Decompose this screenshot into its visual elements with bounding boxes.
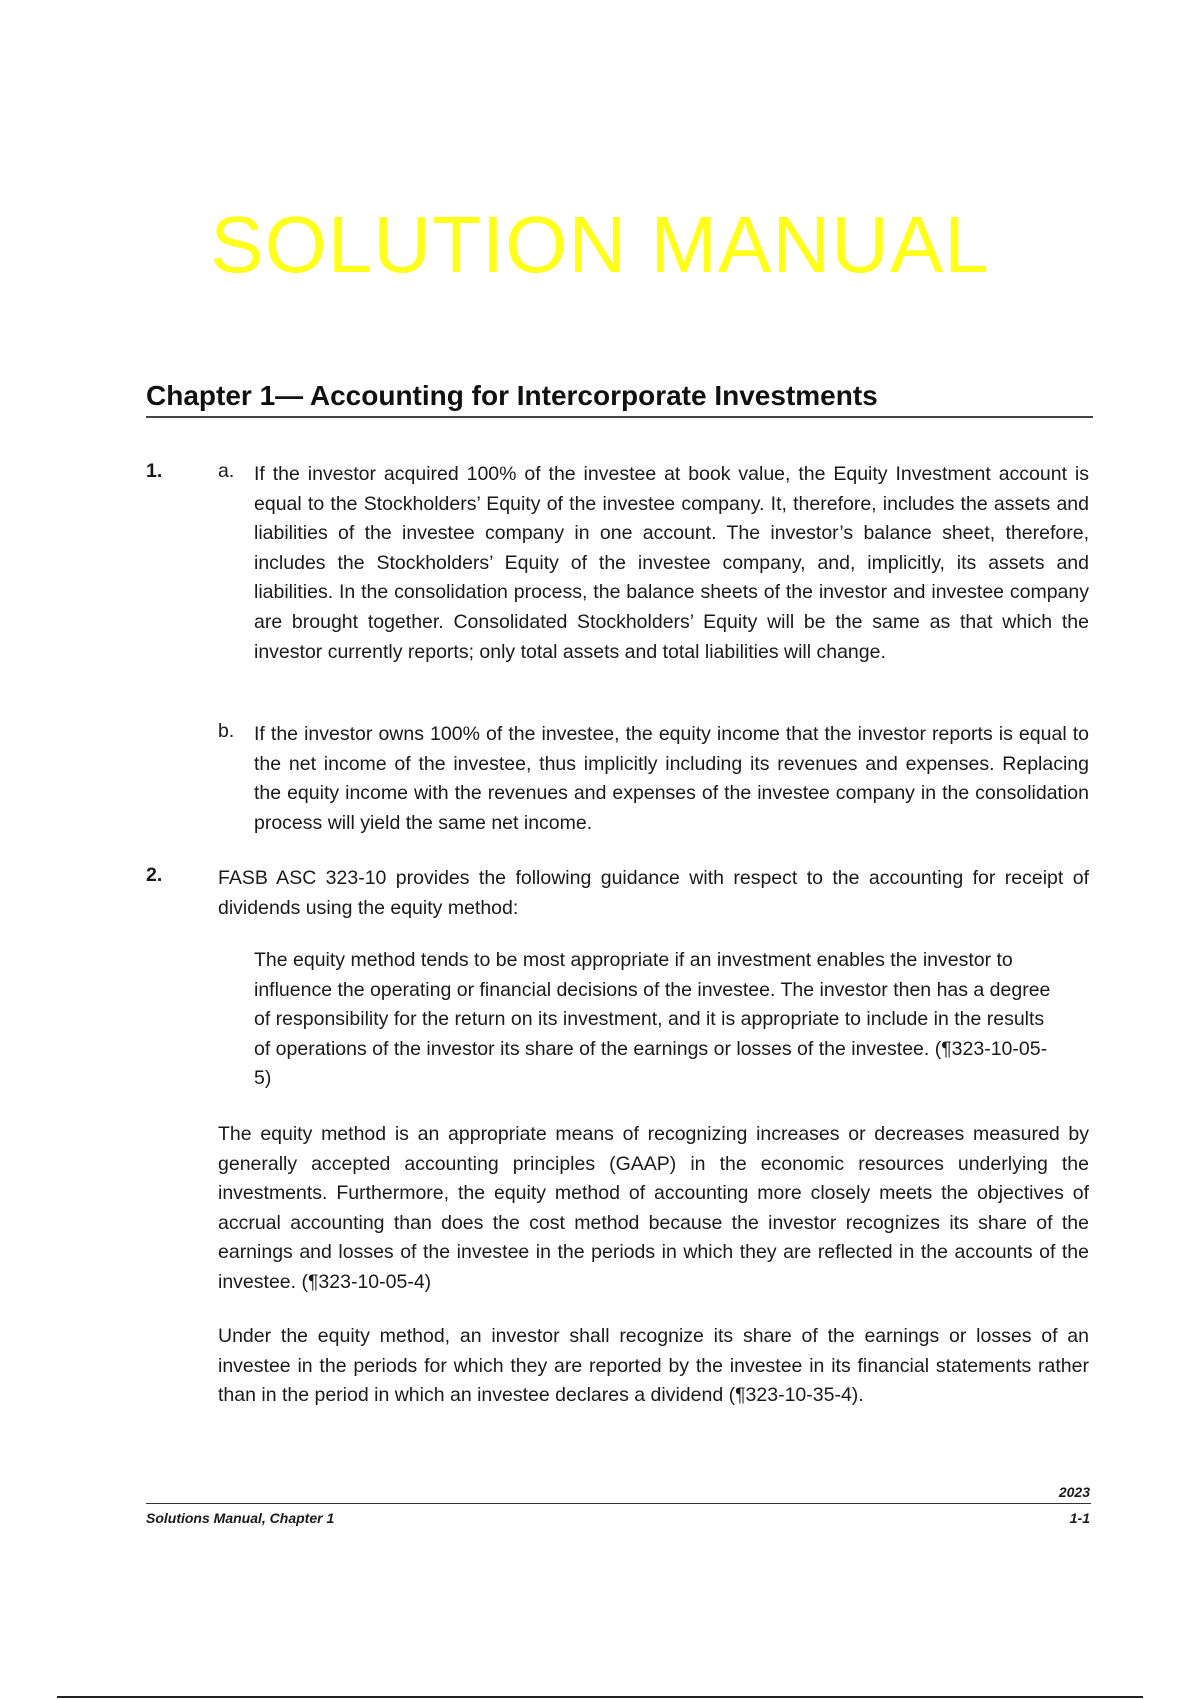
page-bottom-divider (57, 1696, 1143, 1698)
footer-page-number: 1-1 (1069, 1510, 1090, 1526)
question-1-number: 1. (146, 460, 163, 482)
question-2-number: 2. (146, 864, 163, 886)
footer-title: Solutions Manual, Chapter 1 (146, 1510, 335, 1526)
watermark-title: SOLUTION MANUAL (210, 200, 990, 289)
question-2-quote: The equity method tends to be most appropriate if an investment enables the investor to influence the operating or financial decisions of the investee. The investor then has a degree of responsibility for the return on its investment, and it is appropriate to include in the results of operations of the investor its share of the earnings or losses of the investee. (¶323-10-05-5) (254, 949, 1051, 1090)
question-2-paragraph-2: Under the equity method, an investor shall recognize its share of the earnings or losses of an investee in the periods for which they are reported by the investee in its financial statements rather than in the period in which an investee declares a dividend (¶323-10-35-4). (218, 1325, 1089, 1407)
footer-year: 2023 (1058, 1484, 1090, 1500)
question-2-intro: FASB ASC 323-10 provides the following guidance with respect to the accounting for receipt of dividends using the equity method: (218, 867, 1089, 919)
footer-divider (146, 1503, 1091, 1504)
question-2-paragraph-1: The equity method is an appropriate means of recognizing increases or decreases measured by generally accepted accounting principles (GAAP) in the economic resources underlying the investments. Furthermore, the equity method of accounting more closely meets the objectives of accrual accounting than does the cost method because the investor recognizes its share of the earnings and losses of the investee in the periods in which they are reflected in the accounts of the investee. (¶323-10-05-4) (218, 1123, 1089, 1293)
question-1b-text: If the investor owns 100% of the investee, the equity income that the investor reports is equal to the net income of the investee, thus implicitly including its revenues and expenses. Replacing the equity income with the revenues and expenses of the investee company in the consolidation process will yield the same net income. (254, 723, 1089, 834)
question-1a-text: If the investor acquired 100% of the investee at book value, the Equity Investment account is equal to the Stockholders’ Equity of the investee company. It, therefore, includes the assets and liabilities of the investee company in one account. The investor’s balance sheet, therefore, includes the Stockholders’ Equity of the investee company, and, implicitly, its assets and liabilities. In the consolidation process, the balance sheets of the investor and investee company are brought together. Consolidated Stockholders’ Equity will be the same as that which the investor currently reports; only total assets and total liabilities will change. (254, 463, 1089, 663)
question-1a-label: a. (218, 460, 235, 482)
chapter-title: Chapter 1— Accounting for Intercorporate Investments (146, 380, 1093, 418)
question-1b-label: b. (218, 720, 235, 742)
